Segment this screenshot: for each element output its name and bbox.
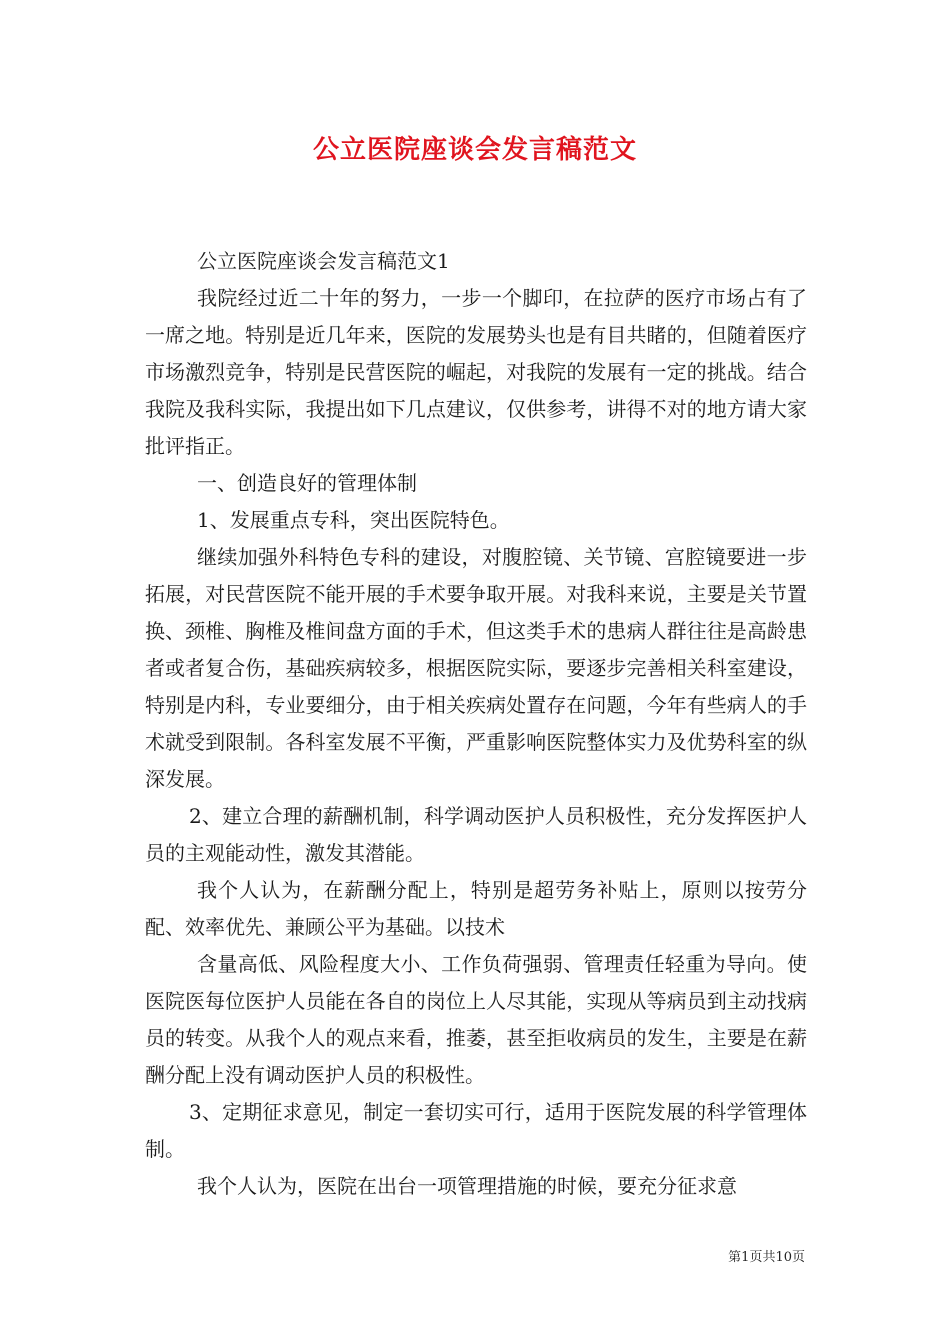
section-heading: 一、创造良好的管理体制 (197, 471, 417, 495)
paragraph: 继续加强外科特色专科的建设，对腹腔镜、关节镜、宫腔镜要进一步拓展，对民营医院不能开展的手术要争取开展。对我科来说，主要是关节置换、颈椎、胸椎及椎间盘方面的手术，但这类手术的患病人群往往是高龄患者或者复合伤，基础疾病较多，根据医院实际，要逐步完善相关科室建设，特别是内科，专业要细分，由于相关疾病处置存在问题，今年有些病人的手术就受到限制。各科室发展不平衡，严重影响医院整体实力及优势科室的纵深发展。 (145, 545, 807, 791)
section-heading: 公立医院座谈会发言稿范文1 (197, 249, 450, 273)
paragraph: 我个人认为，医院在出台一项管理措施的时候，要充分征求意 (197, 1174, 737, 1198)
paragraph: 含量高低、风险程度大小、工作负荷强弱、管理责任轻重为导向。使医院医每位医护人员能在各自的岗位上人尽其能，实现从等病员到主动找病员的转变。从我个人的观点来看，推萎，甚至拒收病员的发生，主要是在薪酬分配上没有调动医护人员的积极性。 (145, 952, 807, 1087)
document-title: 公立医院座谈会发言稿范文 (312, 135, 637, 165)
sub-heading: 2、建立合理的薪酬机制，科学调动医护人员积极性，充分发挥医护人员的主观能动性，激发其潜能。 (145, 804, 807, 865)
paragraph: 我个人认为，在薪酬分配上，特别是超劳务补贴上，原则以按劳分配、效率优先、兼顾公平为基础。以技术 (145, 878, 807, 939)
page-number: 第1页共10页 (728, 1250, 805, 1265)
document-body (145, 243, 807, 1205)
sub-heading: 1、发展重点专科，突出医院特色。 (197, 508, 510, 532)
paragraph: 我院经过近二十年的努力，一步一个脚印，在拉萨的医疗市场占有了一席之地。特别是近几年来，医院的发展势头也是有目共睹的，但随着医疗市场激烈竞争，特别是民营医院的崛起，对我院的发展有一定的挑战。结合我院及我科实际，我提出如下几点建议，仅供参考，讲得不对的地方请大家批评指正。 (145, 286, 807, 458)
sub-heading: 3、定期征求意见，制定一套切实可行，适用于医院发展的科学管理体制。 (145, 1100, 807, 1161)
